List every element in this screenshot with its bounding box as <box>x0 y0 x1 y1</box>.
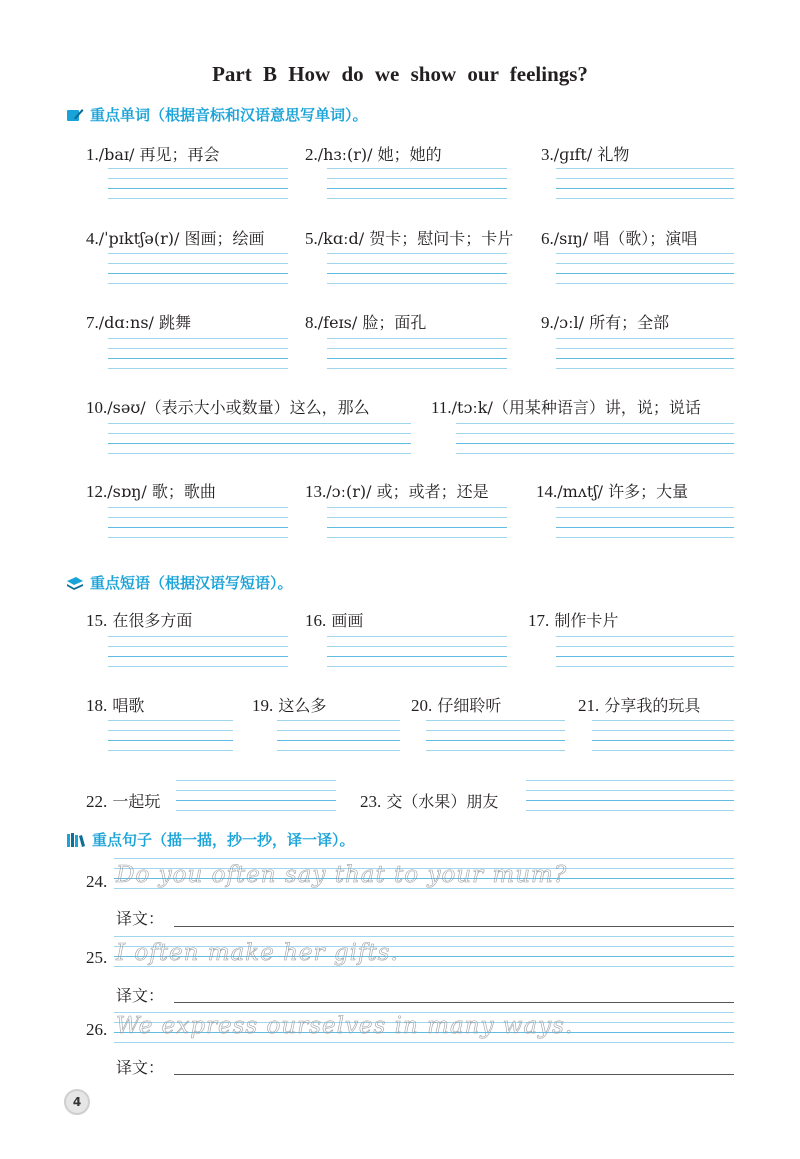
writing-lines-8[interactable] <box>327 338 507 370</box>
section-header-phrases <box>66 572 293 593</box>
page-number: 4 <box>64 1089 90 1115</box>
writing-lines-17[interactable] <box>556 636 734 668</box>
writing-lines-9[interactable] <box>556 338 734 370</box>
writing-lines-18[interactable] <box>108 720 233 752</box>
writing-lines-6[interactable] <box>556 253 734 285</box>
tracing-sentence-24: Do you often say that to your mum? <box>116 862 568 888</box>
section-title-sentences: 重点句子（描一描，抄一抄，译一译）。 <box>92 831 355 849</box>
phrase-item-17: 17. 制作卡片 <box>528 611 619 630</box>
writing-lines-21[interactable] <box>592 720 734 752</box>
word-item-8: 8./feɪs/ 脸；面孔 <box>305 313 427 332</box>
translation-label-26: 译文： <box>116 1058 165 1077</box>
word-item-4: 4./ˈpɪktʃə(r)/ 图画；绘画 <box>86 229 265 248</box>
word-item-12: 12./sɒŋ/ 歌；歌曲 <box>86 482 216 501</box>
tracing-sentence-26: We express ourselves in many ways. <box>116 1013 574 1039</box>
writing-lines-22[interactable] <box>176 780 336 812</box>
writing-lines-12[interactable] <box>108 507 288 539</box>
notebook-icon <box>66 575 84 591</box>
translation-label-25: 译文： <box>116 986 165 1005</box>
writing-lines-1[interactable] <box>108 168 288 200</box>
translation-line-25[interactable] <box>174 1002 734 1003</box>
writing-lines-2[interactable] <box>327 168 507 200</box>
writing-lines-15[interactable] <box>108 636 288 668</box>
phrase-item-22: 22. 一起玩 <box>86 792 161 811</box>
writing-lines-19[interactable] <box>277 720 400 752</box>
section-header-words <box>66 104 368 125</box>
writing-lines-10[interactable] <box>108 423 411 455</box>
translation-line-24[interactable] <box>174 926 734 927</box>
translation-label-24: 译文： <box>116 909 165 928</box>
writing-lines-20[interactable] <box>426 720 565 752</box>
section-header-sentences <box>66 829 355 850</box>
pencil-note-icon <box>66 107 84 123</box>
writing-lines-16[interactable] <box>327 636 507 668</box>
writing-lines-14[interactable] <box>556 507 734 539</box>
writing-lines-11[interactable] <box>456 423 734 455</box>
books-icon <box>66 832 86 848</box>
sentence-num-24: 24. <box>86 872 108 891</box>
word-item-14: 14./mʌtʃ/ 许多；大量 <box>536 482 689 501</box>
word-item-13: 13./ɔː(r)/ 或；或者；还是 <box>305 482 489 501</box>
section-title-phrases: 重点短语（根据汉语写短语）。 <box>90 574 293 592</box>
word-item-5: 5./kɑːd/ 贺卡；慰问卡；卡片 <box>305 229 514 248</box>
tracing-sentence-25: I often make her gifts. <box>116 940 399 966</box>
word-item-1: 1./baɪ/ 再见；再会 <box>86 145 220 164</box>
word-item-7: 7./dɑːns/ 跳舞 <box>86 313 192 332</box>
writing-lines-13[interactable] <box>327 507 507 539</box>
word-item-9: 9./ɔːl/ 所有；全部 <box>541 313 670 332</box>
sentence-num-25: 25. <box>86 948 108 967</box>
section-title-words: 重点单词（根据音标和汉语意思写单词）。 <box>90 106 368 124</box>
writing-lines-23[interactable] <box>526 780 734 812</box>
word-item-10: 10./səʊ/（表示大小或数量）这么，那么 <box>86 398 370 417</box>
word-item-3: 3./ɡɪft/ 礼物 <box>541 145 630 164</box>
sentence-num-26: 26. <box>86 1020 108 1039</box>
word-item-6: 6./sɪŋ/ 唱（歌）；演唱 <box>541 229 698 248</box>
phrase-item-20: 20. 仔细聆听 <box>411 696 502 715</box>
phrase-item-16: 16. 画画 <box>305 611 364 630</box>
word-item-11: 11./tɔːk/（用某种语言）讲，说；说话 <box>431 398 701 417</box>
writing-lines-3[interactable] <box>556 168 734 200</box>
phrase-item-15: 15. 在很多方面 <box>86 611 193 630</box>
translation-line-26[interactable] <box>174 1074 734 1075</box>
phrase-item-21: 21. 分享我的玩具 <box>578 696 701 715</box>
phrase-item-18: 18. 唱歌 <box>86 696 145 715</box>
writing-lines-5[interactable] <box>327 253 507 285</box>
phrase-item-19: 19. 这么多 <box>252 696 327 715</box>
phrase-item-23: 23. 交（水果）朋友 <box>360 792 499 811</box>
page-title: Part B How do we show our feelings? <box>212 62 588 86</box>
writing-lines-4[interactable] <box>108 253 288 285</box>
word-item-2: 2./hɜː(r)/ 她；她的 <box>305 145 442 164</box>
writing-lines-7[interactable] <box>108 338 288 370</box>
